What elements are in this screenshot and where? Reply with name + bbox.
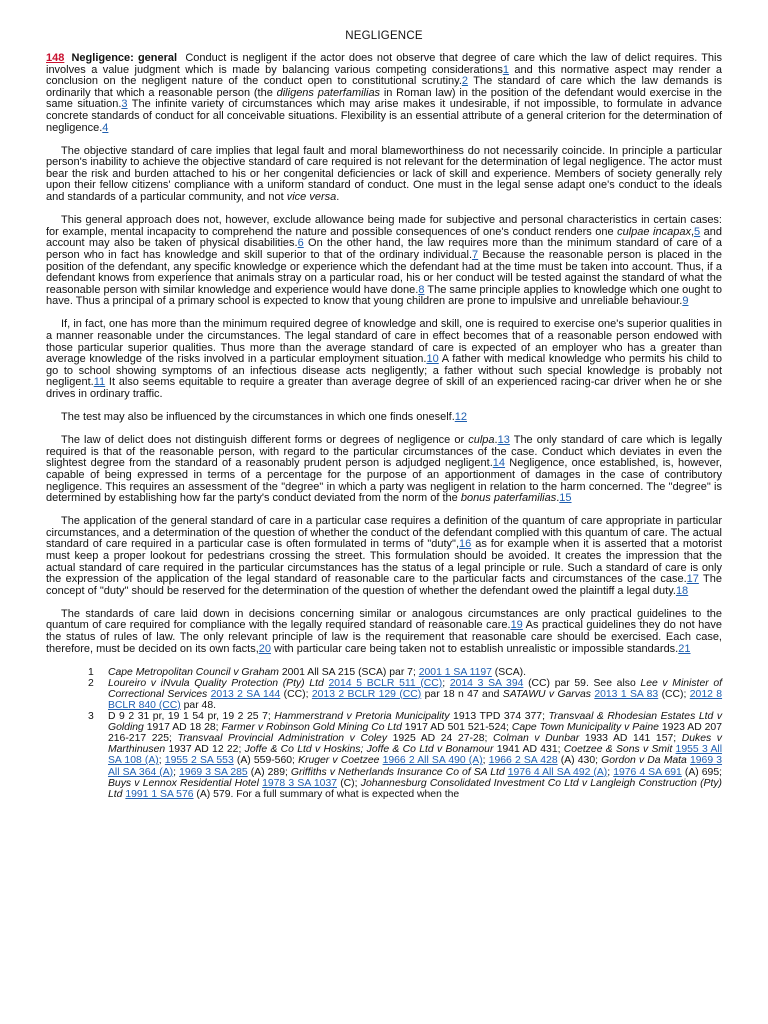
text: ; [482, 755, 489, 767]
footnote-list [46, 667, 722, 800]
text: This general approach does not, however, exclude allowance being made for subjective and personal characteristics in certain cases: for example, mental incapacity to comprehend the nature and possible consequences of one's conduct renders one [46, 214, 722, 238]
text: (CC); [658, 688, 690, 700]
footnote-link-14[interactable]: 14 [492, 457, 506, 470]
paragraph-2 [46, 146, 722, 204]
text: 1917 AD 18 28; [143, 722, 222, 734]
footnote-link-12[interactable]: 12 [454, 411, 468, 424]
footnote-link-21[interactable]: 21 [678, 642, 691, 655]
text: Negligence, once established, is, however, capable of being expressed in terms of a percentage for the purpose of an apportionment of damages in the case of contributory negligence. This requires an assessment of the "degree" in which a party was negligent in relation to the harm concerned. The "degree" is determined by establishing how far the party's conduct deviated from the norm of the [46, 457, 723, 505]
text: and this normative aspect may render a conclusion on the negligent nature of the conduct open to constitutional scrutiny. [46, 63, 722, 88]
case-name: Joffe & Co Ltd v Hoskins; Joffe & Co Ltd v Bonamour [244, 744, 494, 756]
case-name: Lee v Minister of Correctional Services [108, 677, 723, 700]
text: As practical guidelines they do not have the status of rules of law. The only relevant principle of law is the requirement that reasonable care should be exercised. Each case, therefore, must be decided on its own facts, [46, 619, 722, 655]
text: 2001 All SA 215 (SCA) par 7; [278, 666, 419, 678]
citation-link[interactable]: 1969 3 SA 285 [179, 766, 248, 778]
citation-link[interactable]: 2013 1 SA 83 [594, 688, 659, 700]
text: (SCA). [491, 666, 526, 678]
text: and account may also be taken of physical disabilities. [46, 225, 722, 250]
footnote-1 [62, 667, 722, 678]
case-name: Colman v Dunbar [492, 733, 580, 745]
text: 1913 TPD 374 377; [449, 711, 549, 723]
paragraph-8 [46, 609, 722, 655]
text: The objective standard of care implies that legal fault and moral blameworthiness do not necessarily coincide. In principle a particular person's inability to achieve the objective standard of care required is not relevant for the determination of legal negligence. The actor must bear the risk and burden attached to his or her congenital deficiencies or lack of skill and experience. Members of society generally rely upon their fellow citizens' compliance with a uniform standard of conduct. One must in the legal sense adapt one's conduct to the ideals and standards of a particular community, and not [46, 144, 722, 204]
footnote-3 [62, 711, 722, 800]
footnote-number: 1 [88, 666, 94, 678]
footnote-link-1[interactable]: 1 [502, 63, 509, 76]
footnote-link-20[interactable]: 20 [258, 642, 272, 655]
text: par 48. [180, 700, 217, 711]
citation-link[interactable]: 2014 3 SA 394 [449, 677, 524, 689]
text: . [336, 191, 340, 204]
case-name: Hammerstrand v Pretoria Municipality [274, 711, 450, 723]
case-name: Cape Metropolitan Council v Graham [108, 666, 279, 678]
case-name: Johannesburg Consolidated Investment Co Ltd v Langleigh Construction (Pty) Ltd [108, 777, 722, 800]
text: 1923 AD 207 216-217 225; [108, 722, 722, 745]
case-name: Farmer v Robinson Gold Mining Co Ltd [221, 722, 402, 734]
case-name: Buys v Lennox Residential Hotel [108, 777, 259, 789]
footnote-number: 3 [88, 711, 94, 723]
text: If, in fact, one has more than the minimum required degree of knowledge and skill, one is required to exercise one's superior qualities in a manner reasonable under the circumstances. The legal standard of care in effect becomes that of a reasonable person endowed with those particular superior qualities. Thus more than the average standard of care is expected of an employer who has a greater than average knowledge of the risks involved in a particular employment situation. [46, 318, 722, 366]
footnote-link-5[interactable]: 5 [694, 225, 701, 238]
footnote-link-15[interactable]: 15 [559, 492, 572, 505]
footnote-link-16[interactable]: 16 [459, 538, 472, 551]
text: (C); [337, 777, 361, 789]
text: The concept of "duty" should be reserved for the determination of the question of whether the defendant owed the plaintiff a legal duty. [46, 573, 723, 597]
footnote-link-2[interactable]: 2 [461, 75, 469, 88]
text: ; [442, 677, 450, 689]
paragraph-6 [46, 435, 722, 505]
text: as for example when it is asserted that a motorist must keep a proper lookout for pedestrians crossing the street. This formulation should be avoided. It creates the impression that the actual standard of care required in the particular circumstances has the status of a legal principle or rule. Such a standard of care is only the expression of the application of the legal standard of reasonable care to the particular facts and circumstances of the case. [46, 538, 723, 586]
latin-term: bonus paterfamilias [460, 492, 557, 505]
footnote-link-3[interactable]: 3 [121, 98, 128, 111]
text: Conduct is negligent if the actor does not observe that degree of care which the law of delict requires. This involves a value judgment which is made by balancing various competing considerations [46, 52, 722, 76]
footnote-link-18[interactable]: 18 [675, 584, 689, 597]
text: 1925 AD 24 27-28; [387, 733, 493, 745]
text: On the other hand, the law requires more than the minimum standard of care of a person who in fact has knowledge and skill superior to that of the ordinary individual. [46, 237, 722, 261]
citation-link[interactable]: 2013 2 BCLR 129 (CC) [311, 688, 422, 700]
citation-link[interactable]: 2014 5 BCLR 511 (CC) [328, 677, 443, 689]
footnote-2 [62, 678, 722, 711]
text: with particular care being taken not to establish unrealistic or impossible standards. [271, 642, 679, 655]
case-name: Dukes v Marthinusen [108, 733, 722, 756]
footnote-link-10[interactable]: 10 [426, 353, 439, 366]
text: 1933 AD 141 157; [579, 733, 682, 745]
case-name: Transvaal Provincial Administration v Coley [177, 733, 388, 745]
latin-term: vice versa [286, 191, 337, 204]
footnote-link-13[interactable]: 13 [497, 434, 510, 447]
text: (A) 289; [247, 766, 291, 778]
text: 1941 AD 431; [493, 744, 564, 756]
text: Because the reasonable person is placed in the position of the defendant, any specific knowledge or experience which the defendant had at the time must be taken into account. Thus, if a defendant knows from experience that animals stray on a particular road, his or her conduct will be tested against the standard of what the reasonable person with similar knowledge and experience would have done. [46, 248, 722, 296]
section-number-link[interactable]: 148 [46, 52, 65, 64]
case-name: Loureiro v iNvula Quality Protection (Pty) Ltd [108, 677, 324, 689]
text: The standard of care which the law demands is ordinarily that which a reasonable person (the [46, 75, 722, 99]
footnote-link-8[interactable]: 8 [418, 283, 425, 296]
case-name: SATAWU v Garvas [502, 688, 591, 700]
citation-link[interactable]: 1976 4 SA 691 [613, 766, 682, 778]
case-name: Griffiths v Netherlands Insurance Co of SA Ltd [290, 766, 505, 778]
text: The law of delict does not distinguish different forms or degrees of negligence or [61, 434, 469, 447]
text: A father with medical knowledge who permits his child to go to school showing symptoms of an infectious disease acts negligently; a father without such special knowledge is probably not negligent. [46, 353, 722, 389]
text: ; [173, 766, 180, 778]
case-name: Transvaal & Rhodesian Estates Ltd v Golding [108, 711, 723, 734]
citation-link[interactable]: 1969 3 All SA 364 (A) [108, 755, 723, 778]
paragraph-1 [46, 53, 722, 134]
footnote-number: 2 [88, 677, 94, 689]
latin-term: culpa [468, 434, 495, 447]
text: D 9 2 31 pr, 19 1 54 pr, 19 2 25 7; [108, 711, 275, 723]
text: The test may also be influenced by the circumstances in which one finds oneself. [61, 411, 455, 424]
citation-link[interactable]: 1991 1 SA 576 [125, 788, 194, 800]
citation-link[interactable]: 1966 2 All SA 490 (A) [382, 755, 483, 767]
footnote-link-19[interactable]: 19 [510, 619, 523, 632]
text: ; [158, 755, 165, 767]
text: (CC) par 59. See also [523, 677, 641, 689]
text: (A) 430; [557, 755, 602, 767]
text: 1937 AD 12 22; [165, 744, 245, 756]
text: in Roman law) in the position of the defendant would exercise in the same situation. [46, 86, 722, 111]
text: par 18 n 47 and [421, 688, 503, 700]
footnote-link-6[interactable]: 6 [297, 237, 304, 250]
case-name: Coetzee & Sons v Smit [563, 744, 673, 756]
text: The same principle applies to knowledge which one ought to have. Thus a principal of a primary school is expected to know that young children are prone to impulsive and unreliable behaviour. [46, 283, 722, 308]
text: The only standard of care which is legally required is that of the reasonable person, with regard to the particular circumstances of the case. Conduct which deviates in even the slightest degree from the standard of a reasonably prudent person is adjudged negligent. [46, 434, 723, 470]
text: . [494, 434, 498, 447]
citation-link[interactable]: 2001 1 SA 1197 [418, 666, 492, 678]
footnote-link-7[interactable]: 7 [472, 248, 479, 261]
citation-link[interactable]: 2013 2 SA 144 [210, 688, 281, 700]
text: (A) 579. For a full summary of what is expected when the [193, 788, 460, 800]
text: The application of the general standard of care in a particular case requires a definition of the quantum of care appropriate in particular circumstances, and a determination of the question of whether the conduct of the defendant complied with this quantum of care. The actual standard of care required in a particular case is often formulated in terms of "duty", [46, 515, 722, 551]
citation-link[interactable]: 1978 3 SA 1037 [262, 777, 338, 789]
paragraph-7 [46, 516, 722, 597]
citation-link[interactable]: 1966 2 SA 428 [488, 755, 558, 767]
paragraph-4 [46, 319, 722, 400]
text: The infinite variety of circumstances which may arise makes it undesirable, if not impossible, to formulate in advance concrete standards of conduct for all conceivable situations. Flexibility is an essential attribute of a general criterion for the determination of negligence. [46, 98, 723, 134]
latin-term: culpae incapax [617, 225, 691, 238]
text: (CC); [280, 688, 312, 700]
footnote-link-9[interactable]: 9 [682, 295, 689, 308]
citation-link[interactable]: 1955 2 SA 553 [164, 755, 234, 767]
section-heading: Negligence: general [71, 52, 178, 64]
text: It also seems equitable to require a greater than average degree of skill of an experienced racing-car driver when he or she drives in ordinary traffic. [46, 376, 722, 400]
text: ; [607, 766, 614, 778]
paragraph-5 [46, 412, 722, 424]
case-name: Cape Town Municipality v Paine [511, 722, 659, 734]
citation-link[interactable]: 2012 8 BCLR 840 (CC) [108, 688, 723, 711]
text: , [690, 225, 695, 238]
footnote-link-11[interactable]: 11 [93, 376, 106, 389]
citation-link[interactable]: 1955 3 All SA 108 (A) [108, 744, 722, 767]
latin-term: diligens paterfamilias [276, 86, 381, 99]
text: The standards of care laid down in decisions concerning similar or analogous circumstances are only practical guidelines to the quantum of care required for compliance with the legally required standard of reasonable care. [46, 607, 722, 632]
page-title: NEGLIGENCE [345, 30, 423, 42]
citation-link[interactable]: 1976 4 All SA 492 (A) [507, 766, 608, 778]
paragraph-3 [46, 215, 722, 308]
text: . [556, 492, 560, 505]
footnote-link-4[interactable]: 4 [102, 121, 109, 134]
text: 1917 AD 501 521-524; [401, 722, 512, 734]
text: (A) 695; [681, 766, 722, 778]
case-name: Gordon v Da Mata [601, 755, 687, 767]
case-name: Kruger v Coetzee [298, 755, 380, 767]
footnote-link-17[interactable]: 17 [686, 573, 699, 586]
text: (A) 559-560; [233, 755, 299, 767]
